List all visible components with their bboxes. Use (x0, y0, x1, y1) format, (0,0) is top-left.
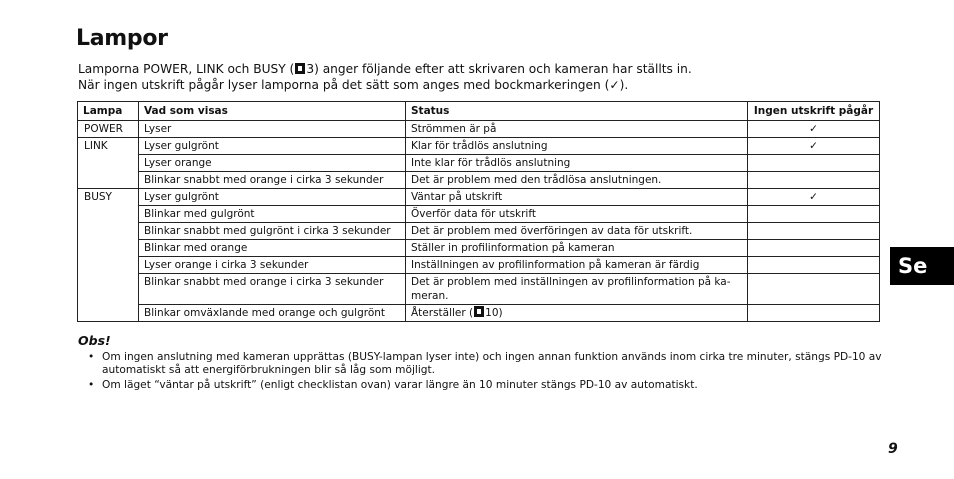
display-cell: Blinkar snabbt med gulgrönt i cirka 3 sekunder (139, 223, 406, 240)
status-cell: Ställer in profilinformation på kameran (406, 240, 748, 257)
intro-text (78, 61, 692, 93)
check-cell: ✓ (748, 121, 880, 138)
status-cell: Inte klar för trådlös anslutning (406, 155, 748, 172)
table-row (78, 257, 880, 274)
language-tab: Se (890, 247, 954, 285)
display-cell: Blinkar omväxlande med orange och gulgrönt (139, 305, 406, 322)
display-cell: Lyser (139, 121, 406, 138)
notes-list (88, 351, 888, 394)
table-row (78, 189, 880, 206)
check-cell (748, 206, 880, 223)
table-row (78, 155, 880, 172)
page-number: 9 (888, 441, 898, 457)
display-cell: Lyser orange i cirka 3 sekunder (139, 257, 406, 274)
page-reference-icon (474, 306, 484, 317)
check-cell (748, 155, 880, 172)
display-cell: Lyser gulgrönt (139, 138, 406, 155)
bullet-icon: • (88, 351, 95, 363)
intro-line-1: Lamporna POWER, LINK och BUSY ( 3) anger följande efter att skrivaren och kameran har ställts in. (78, 62, 692, 76)
status-cell: Klar för trådlös anslutning (406, 138, 748, 155)
display-cell: Blinkar snabbt med orange i cirka 3 sekunder (139, 274, 406, 305)
header-status: Status (406, 102, 748, 121)
lamp-cell: POWER (78, 121, 139, 138)
table-header-row (78, 102, 880, 121)
check-cell (748, 274, 880, 305)
header-display: Vad som visas (139, 102, 406, 121)
table-row (78, 223, 880, 240)
table-row (78, 172, 880, 189)
status-cell: Väntar på utskrift (406, 189, 748, 206)
display-cell: Lyser orange (139, 155, 406, 172)
header-no-print: Ingen utskrift pågår (748, 102, 880, 121)
table-row (78, 240, 880, 257)
list-item: • Om ingen anslutning med kameran upprättas (BUSY-lampan lyser inte) och ingen annan funktion används inom cirka tre minuter, stängs PD-10 av automatiskt så att energiförbrukningen blir så låg som möjligt. (88, 351, 882, 376)
table-row (78, 121, 880, 138)
lamp-cell: BUSY (78, 189, 139, 322)
status-cell: Strömmen är på (406, 121, 748, 138)
display-cell: Blinkar snabbt med orange i cirka 3 sekunder (139, 172, 406, 189)
check-cell (748, 240, 880, 257)
table-row (78, 274, 880, 305)
check-cell: ✓ (748, 189, 880, 206)
lamp-cell: LINK (78, 138, 139, 189)
status-cell: Inställningen av profilinformation på kameran är färdig (406, 257, 748, 274)
check-cell (748, 305, 880, 322)
page-title: Lampor (76, 26, 168, 51)
display-cell: Blinkar med gulgrönt (139, 206, 406, 223)
status-cell: Överför data för utskrift (406, 206, 748, 223)
header-lamp: Lampa (78, 102, 139, 121)
table-row (78, 305, 880, 322)
obs-heading: Obs! (78, 333, 111, 348)
display-cell: Lyser gulgrönt (139, 189, 406, 206)
status-cell: Det är problem med överföringen av data för utskrift. (406, 223, 748, 240)
page-reference-icon (295, 63, 305, 74)
check-cell (748, 172, 880, 189)
lamp-table (77, 101, 880, 322)
status-cell: Det är problem med inställningen av profilinformation på ka-meran. (406, 274, 748, 305)
table-row (78, 206, 880, 223)
bullet-icon: • (88, 379, 95, 391)
list-item: • Om läget “väntar på utskrift” (enligt checklistan ovan) varar längre än 10 minuter stängs PD-10 av automatiskt. (88, 379, 698, 391)
status-cell: Det är problem med den trådlösa anslutningen. (406, 172, 748, 189)
check-cell: ✓ (748, 138, 880, 155)
display-cell: Blinkar med orange (139, 240, 406, 257)
check-cell (748, 223, 880, 240)
status-cell: Återställer ( 10) (406, 305, 748, 322)
table-row (78, 138, 880, 155)
intro-line-2: När ingen utskrift pågår lyser lamporna på det sätt som anges med bockmarkeringen (✓). (78, 78, 629, 92)
check-cell (748, 257, 880, 274)
